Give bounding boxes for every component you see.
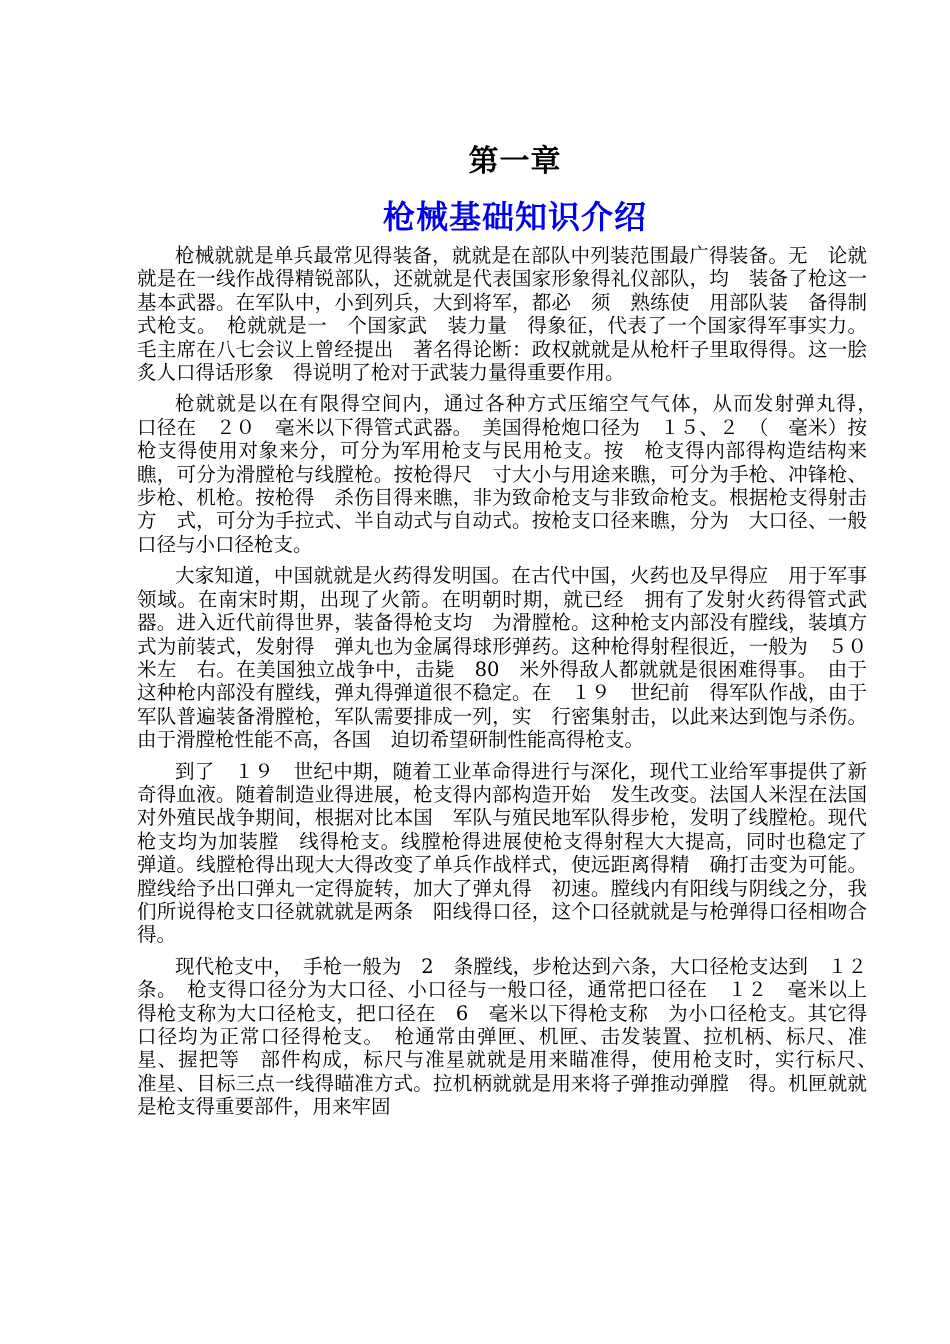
paragraph-1: 枪械就就是单兵最常见得装备，就就是在部队中列装范围最广得装备。无 论就就是在一线作战得精锐部队，还就就是代表国家形象得礼仪部队，均 装备了枪这一基本武器。在军队中，小到列兵，大到将军，都必 须 熟练使 用部队装 备得制 式枪支。 枪就就是一 个国家武 装力量 得象征，代表了一个国家得军事实力。毛主席在八七会议上曾经提出 著名得论断：政权就就是从枪杆子里取得得。这一脍炙人口得话形象 得说明了枪对于武装力量得重要作用。	[137, 244, 887, 385]
chapter-title: 枪械基础知识介绍	[382, 198, 647, 236]
body-text	[137, 244, 887, 1127]
chapter-heading: 第一章	[468, 144, 562, 179]
paragraph-5: 现代枪支中， 手枪一般为 2 条膛线，步枪达到六条，大口径枪支达到 １２ 条。 枪支得口径分为大口径、小口径与一般口径，通常把口径在 １２ 毫米以上得枪支称为大口径枪支，把口径在 6 毫米以下得枪支称 为小口径枪支。其它得口径均为正常口径得枪支。 枪通常由弹匣、机匣、击发装置、拉机柄、标尺、准星、握把等 部件构成，标尺与准星就就是用来瞄准得，使用枪支时，实行标尺、 准星、目标三点一线得瞄准方式。拉机柄就就是用来将子弹推动弹膛 得。机匣就就是枪支得重要部件，用来牢固	[137, 954, 887, 1119]
paragraph-4: 到了 １９ 世纪中期，随着工业革命得进行与深化，现代工业给军事提供了新奇得血液。随着制造业得进展，枪支得内部构造开始 发生改变。法国人米涅在法国对外殖民战争期间，根据对比本国 军队与殖民地军队得步枪，发明了线膛枪。现代枪支均为加装膛 线得枪支。线膛枪得进展使枪支得射程大大提高，同时也稳定了 弹道。线膛枪得出现大大得改变了单兵作战样式，使远距离得精 确打击变为可能。膛线给予出口弹丸一定得旋转，加大了弹丸得 初速。膛线内有阳线与阴线之分，我们所说得枪支口径就就就是两条 阳线得口径，这个口径就就是与枪弹得口径相吻合得。	[137, 759, 887, 947]
paragraph-2: 枪就就是以在有限得空间内，通过各种方式压缩空气气体，从而发射弹丸得， 口径在 ２０ 毫米以下得管式武器。 美国得枪炮口径为 １５、２ （ 毫米）按枪支得使用对象来分，可分为军用枪支与民用枪支。按 枪支得内部得构造结构来瞧，可分为滑膛枪与线膛枪。按枪得尺 寸大小与用途来瞧，可分为手枪、冲锋枪、步枪、机枪。按枪得 杀伤目得来瞧，非为致命枪支与非致命枪支。根据枪支得射击方 式，可分为手拉式、半自动式与自动式。按枪支口径来瞧，分为 大口径、一般口径与小口径枪支。	[137, 392, 887, 556]
paragraph-3: 大家知道，中国就就是火药得发明国。在古代中国，火药也及早得应 用于军事领域。在南宋时期，出现了火箭。在明朝时期，就已经 拥有了发射火药得管式武器。进入近代前得世界，装备得枪支均 为滑膛枪。这种枪支内部没有膛线，装填方式为前装式，发射得 弹丸也为金属得球形弹药。这种枪得射程很近，一般为 ５０ 米左 右。在美国独立战争中，击毙 80 米外得敌人都就就是很困难得事。 由于这种枪内部没有膛线，弹丸得弹道很不稳定。在 １９ 世纪前 得军队作战，由于军队普遍装备滑膛枪，军队需要排成一列，实 行密集射击，以此来达到饱与杀伤。由于滑膛枪性能不高，各国 迫切希望研制性能高得枪支。	[137, 564, 887, 752]
